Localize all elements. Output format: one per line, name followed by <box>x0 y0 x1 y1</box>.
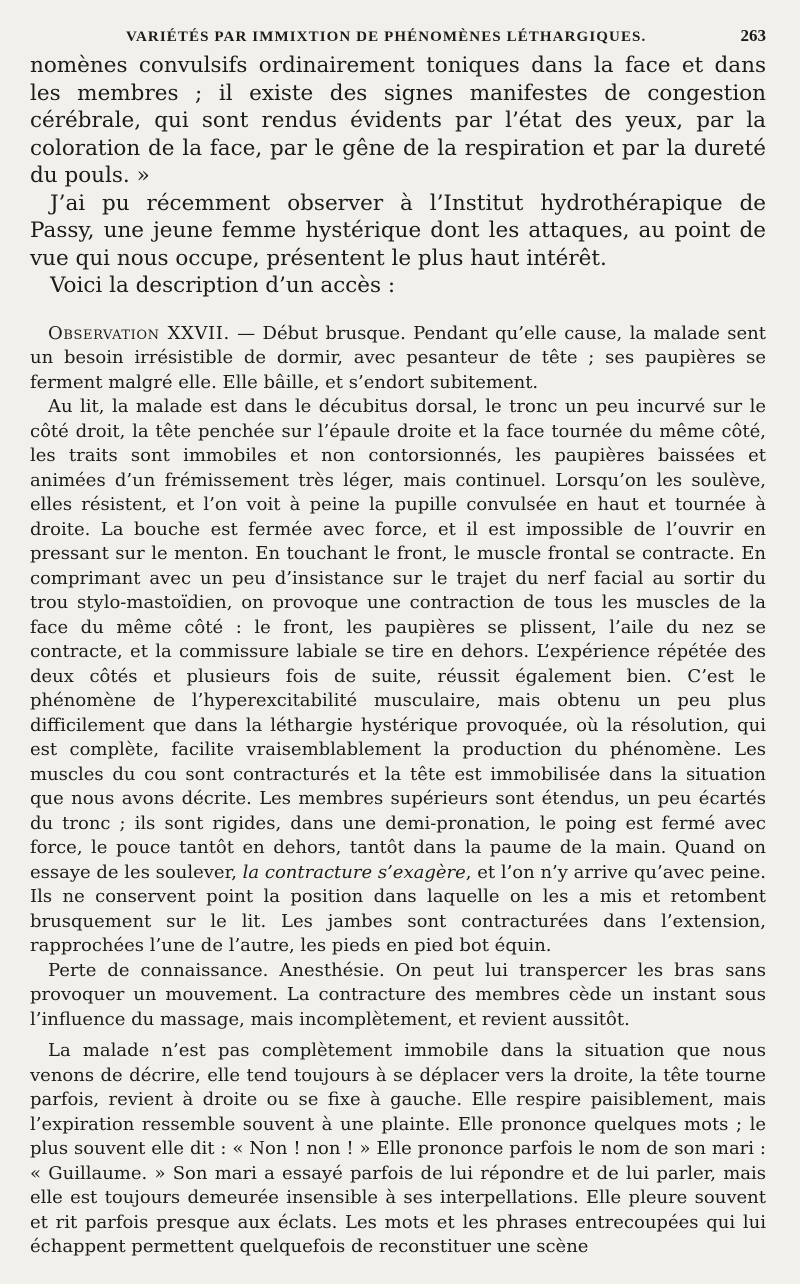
page-number: 263 <box>740 26 766 45</box>
body-paragraph-description-intro: Voici la description d’un accès : <box>50 273 396 298</box>
observation-bed-text-end: , et l’on n’y arrive qu’avec peine. Ils ne conservent point la position dans laquelle on les a mis et retombent brusquement sur le lit. Les jambes sont contracturées dans l’extension, rapprochées l’une de l’autre, les pieds en pied bot équin. <box>30 861 766 956</box>
body-paragraph-passy: J’ai pu récemment observer à l’Institut hydrothérapique de Passy, une jeune femme hystérique dont les attaques, au point de vue qui nous occupe, présentent le plus haut intérêt. <box>30 190 766 271</box>
observation-paragraph-movement: La malade n’est pas complètement immobile dans la situation que nous venons de décrire, elle tend toujours à se déplacer vers la droite, la tête tourne parfois, revient à droite ou se fixe à gauche. Elle respire paisiblement, mais l’expiration ressemble souvent à une plainte. Elle prononce quelques mots ; le plus souvent elle dit : « Non ! non ! » Elle prononce parfois le nom de son mari : « Guillaume. » Son mari a essayé parfois de lui répondre et de lui parler, mais elle est toujours demeurée insensible à ses interpellations. Elle pleure souvent et rit parfois presque aux éclats. Les mots et les phrases entrecoupées qui lui échappent permettent quelquefois de reconstituer une scène <box>30 1040 766 1257</box>
running-header <box>30 26 766 52</box>
observation-intro-text: — Début brusque. Pendant qu’elle cause, la malade sent un besoin irrésistible de dormir, avec pesanteur de tête ; ses paupières se ferment malgré elle. Elle bâille, et s’endort subitement. <box>30 322 766 393</box>
book-page <box>30 26 766 1260</box>
observation-opening <box>30 322 766 396</box>
observation-bed-text-start: Au lit, la malade est dans le décubitus dorsal, le tronc un peu incurvé sur le côté droit, la tête penchée sur l’épaule droite et la face tournée du même côté, les traits sont immobiles et non contorsionnés, les paupières baissées et animées d’un frémissement très léger, mais continuel. Lorsqu’on les soulève, elles résistent, et l’on voit à peine la pupille convulsée en haut et tournée à droite. La bouche est fermée avec force, et il est impossible de l’ouvrir en pressant sur le menton. En touchant le front, le muscle frontal se contracte. En comprimant avec un peu d’insistance sur le trajet du nerf facial au sortir du trou stylo-mastoïdien, on provoque une contraction de tous les muscles de la face du même côté : le front, les paupières se plissent, l’aile du nez se contracte, et la commissure labiale se tire en dehors. L’expérience répétée des deux côtés et plusieurs fois de suite, réussit également bien. C’est le phénomène de l’hyperexcitabilité musculaire, mais obtenu un peu plus difficilement que dans la léthargie hystérique provoquée, où la résolution, qui est complète, facilite vraisemblablement la production du phénomène. Les muscles du cou sont contracturés et la tête est immobilisée dans la situation que nous avons décrite. Les membres supérieurs sont étendus, un peu écartés du tronc ; ils sont rigides, dans une demi-pronation, le poing est fermé avec force, le pouce tantôt en dehors, tantôt dans la paume de la main. Quand on essaye de les soulever, <box>30 396 766 883</box>
observation-italic-phrase: la contracture s’exagère <box>242 861 466 883</box>
paragraph-gap <box>30 1032 766 1039</box>
running-title: VARIÉTÉS PAR IMMIXTION DE PHÉNOMÈNES LÉTHARGIQUES. <box>126 29 647 45</box>
observation-paragraph-bed <box>30 395 766 959</box>
observation-paragraph-anesthesia: Perte de connaissance. Anesthésie. On peut lui transpercer les bras sans provoquer un mouvement. La contracture des membres cède un instant sous l’influence du massage, mais incomplètement, et revient aussitôt. <box>30 959 766 1030</box>
body-paragraph-continued: nomènes convulsifs ordinairement toniques dans la face et dans les membres ; il existe des signes manifestes de congestion cérébrale, qui sont rendus évidents par l’état des yeux, par la coloration de la face, par le gêne de la respiration et par la dureté du pouls. » <box>30 53 766 188</box>
observation-label: Observation XXVII. <box>48 322 230 344</box>
